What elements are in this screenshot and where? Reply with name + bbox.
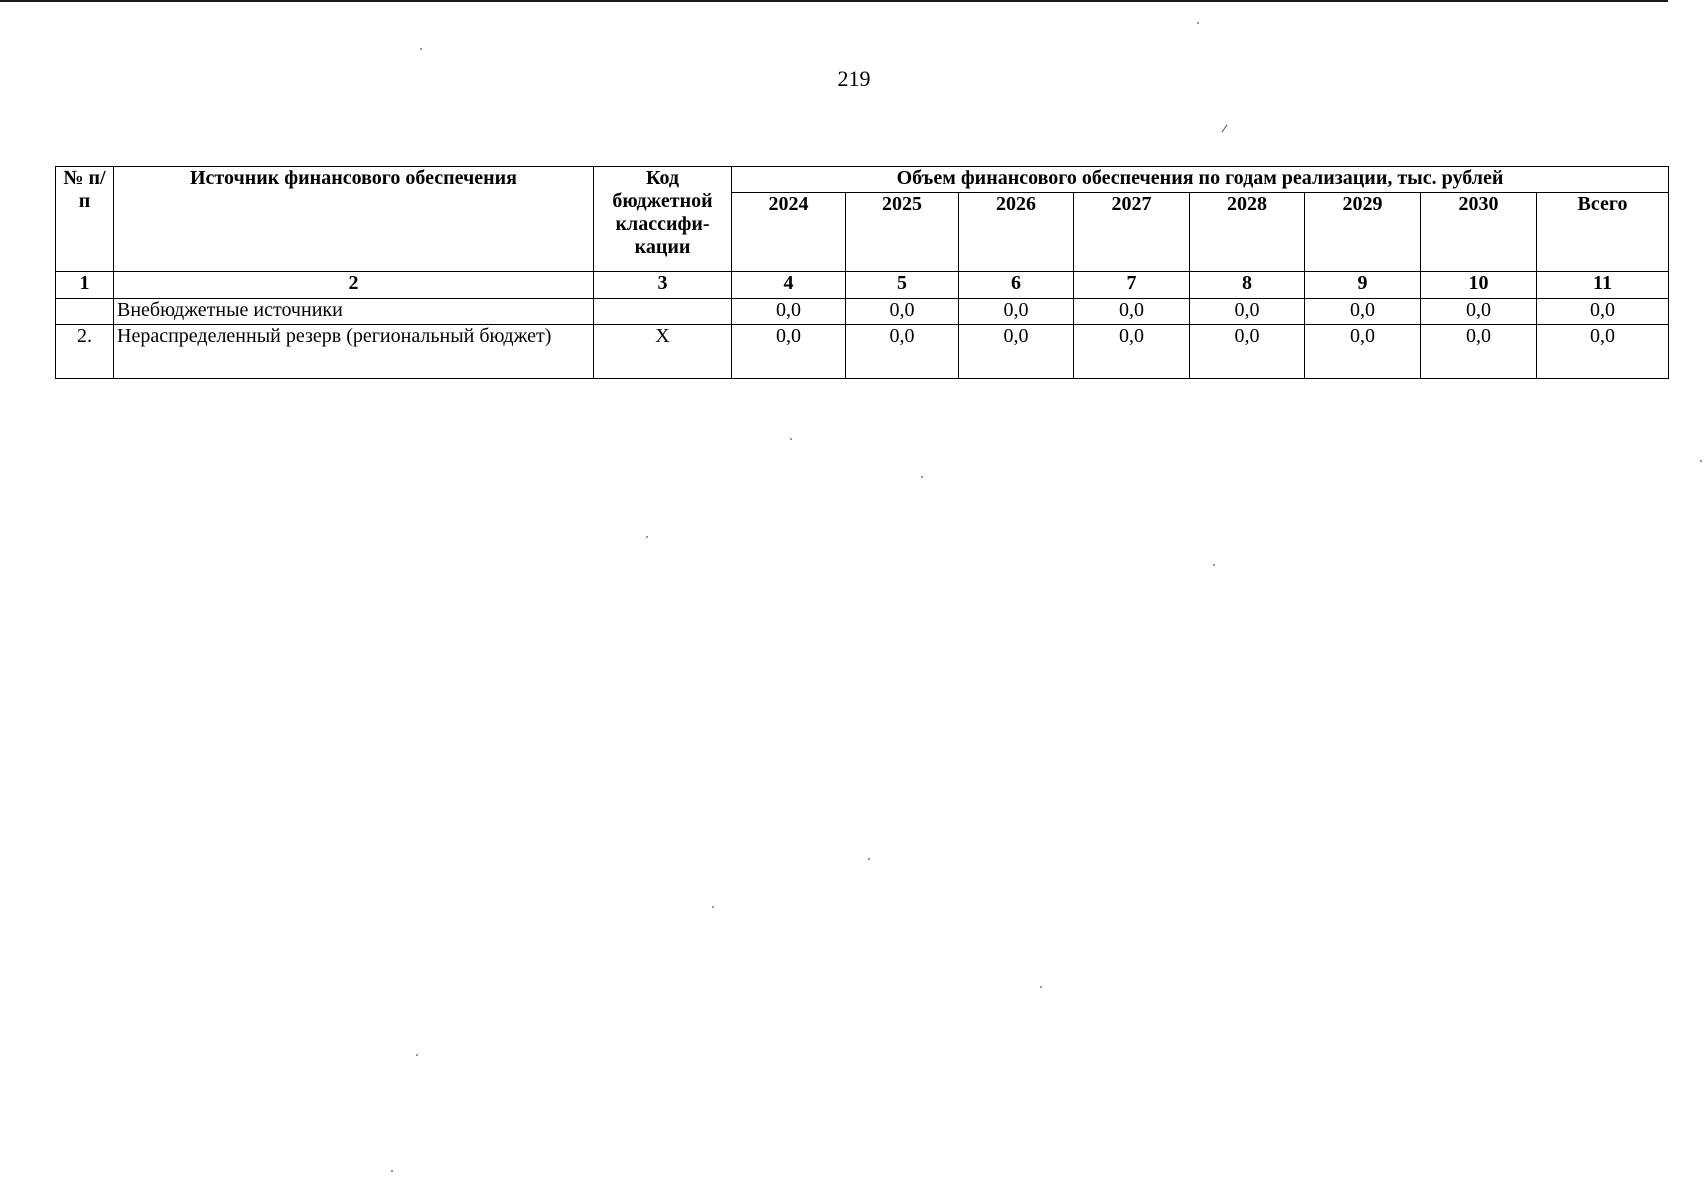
row-value-2029: 0,0 xyxy=(1305,325,1421,379)
financing-table xyxy=(55,166,1669,379)
header-year-2028: 2028 xyxy=(1190,193,1305,272)
col-index: 1 xyxy=(56,272,114,299)
row-code: X xyxy=(594,325,732,379)
scan-speck xyxy=(1197,22,1199,24)
header-year-2029: 2029 xyxy=(1305,193,1421,272)
col-index: 3 xyxy=(594,272,732,299)
row-value-2027: 0,0 xyxy=(1074,325,1190,379)
row-value-2025: 0,0 xyxy=(846,299,959,325)
row-value-2024: 0,0 xyxy=(732,299,846,325)
header-total: Всего xyxy=(1537,193,1669,272)
col-index: 6 xyxy=(959,272,1074,299)
col-index: 10 xyxy=(1421,272,1537,299)
col-index: 7 xyxy=(1074,272,1190,299)
scan-speck xyxy=(868,858,870,860)
column-index-row xyxy=(56,272,1669,299)
page-number: 219 xyxy=(837,66,871,91)
row-value-2025: 0,0 xyxy=(846,325,959,379)
row-source: Нераспределенный резерв (региональный бюджет) xyxy=(114,325,594,379)
row-value-2028: 0,0 xyxy=(1190,325,1305,379)
row-value-total: 0,0 xyxy=(1537,325,1669,379)
scan-speck xyxy=(712,906,714,908)
pen-mark xyxy=(1222,125,1228,133)
col-index: 9 xyxy=(1305,272,1421,299)
row-value-2027: 0,0 xyxy=(1074,299,1190,325)
row-value-2029: 0,0 xyxy=(1305,299,1421,325)
header-year-2025: 2025 xyxy=(846,193,959,272)
col-index: 11 xyxy=(1537,272,1669,299)
scan-speck xyxy=(1213,564,1215,566)
col-index: 5 xyxy=(846,272,959,299)
header-year-2026: 2026 xyxy=(959,193,1074,272)
header-code: Код бюджетной классифи-кации xyxy=(594,167,732,272)
header-num: № п/п xyxy=(56,167,114,272)
scan-speck xyxy=(416,1054,418,1056)
row-value-2026: 0,0 xyxy=(959,325,1074,379)
header-row-top xyxy=(56,167,1669,193)
header-source: Источник финансового обеспечения xyxy=(114,167,594,272)
scan-speck xyxy=(420,48,422,50)
scan-speck xyxy=(1700,460,1702,462)
scan-speck xyxy=(391,1170,393,1172)
col-index: 8 xyxy=(1190,272,1305,299)
header-volume: Объем финансового обеспечения по годам реализации, тыс. рублей xyxy=(732,167,1669,193)
top-border-line xyxy=(0,0,1668,2)
scan-speck xyxy=(1040,986,1042,988)
row-value-2030: 0,0 xyxy=(1421,325,1537,379)
row-value-2024: 0,0 xyxy=(732,325,846,379)
row-source: Внебюджетные источники xyxy=(114,299,594,325)
row-value-2026: 0,0 xyxy=(959,299,1074,325)
table-row xyxy=(56,299,1669,325)
table-row xyxy=(56,325,1669,379)
row-value-2028: 0,0 xyxy=(1190,299,1305,325)
row-value-2030: 0,0 xyxy=(1421,299,1537,325)
header-year-2027: 2027 xyxy=(1074,193,1190,272)
row-num xyxy=(56,299,114,325)
header-year-2024: 2024 xyxy=(732,193,846,272)
col-index: 2 xyxy=(114,272,594,299)
header-year-2030: 2030 xyxy=(1421,193,1537,272)
row-value-total: 0,0 xyxy=(1537,299,1669,325)
row-code xyxy=(594,299,732,325)
scan-speck xyxy=(790,438,792,440)
row-num: 2. xyxy=(56,325,114,379)
col-index: 4 xyxy=(732,272,846,299)
scan-speck xyxy=(646,536,648,538)
scan-speck xyxy=(921,476,923,478)
